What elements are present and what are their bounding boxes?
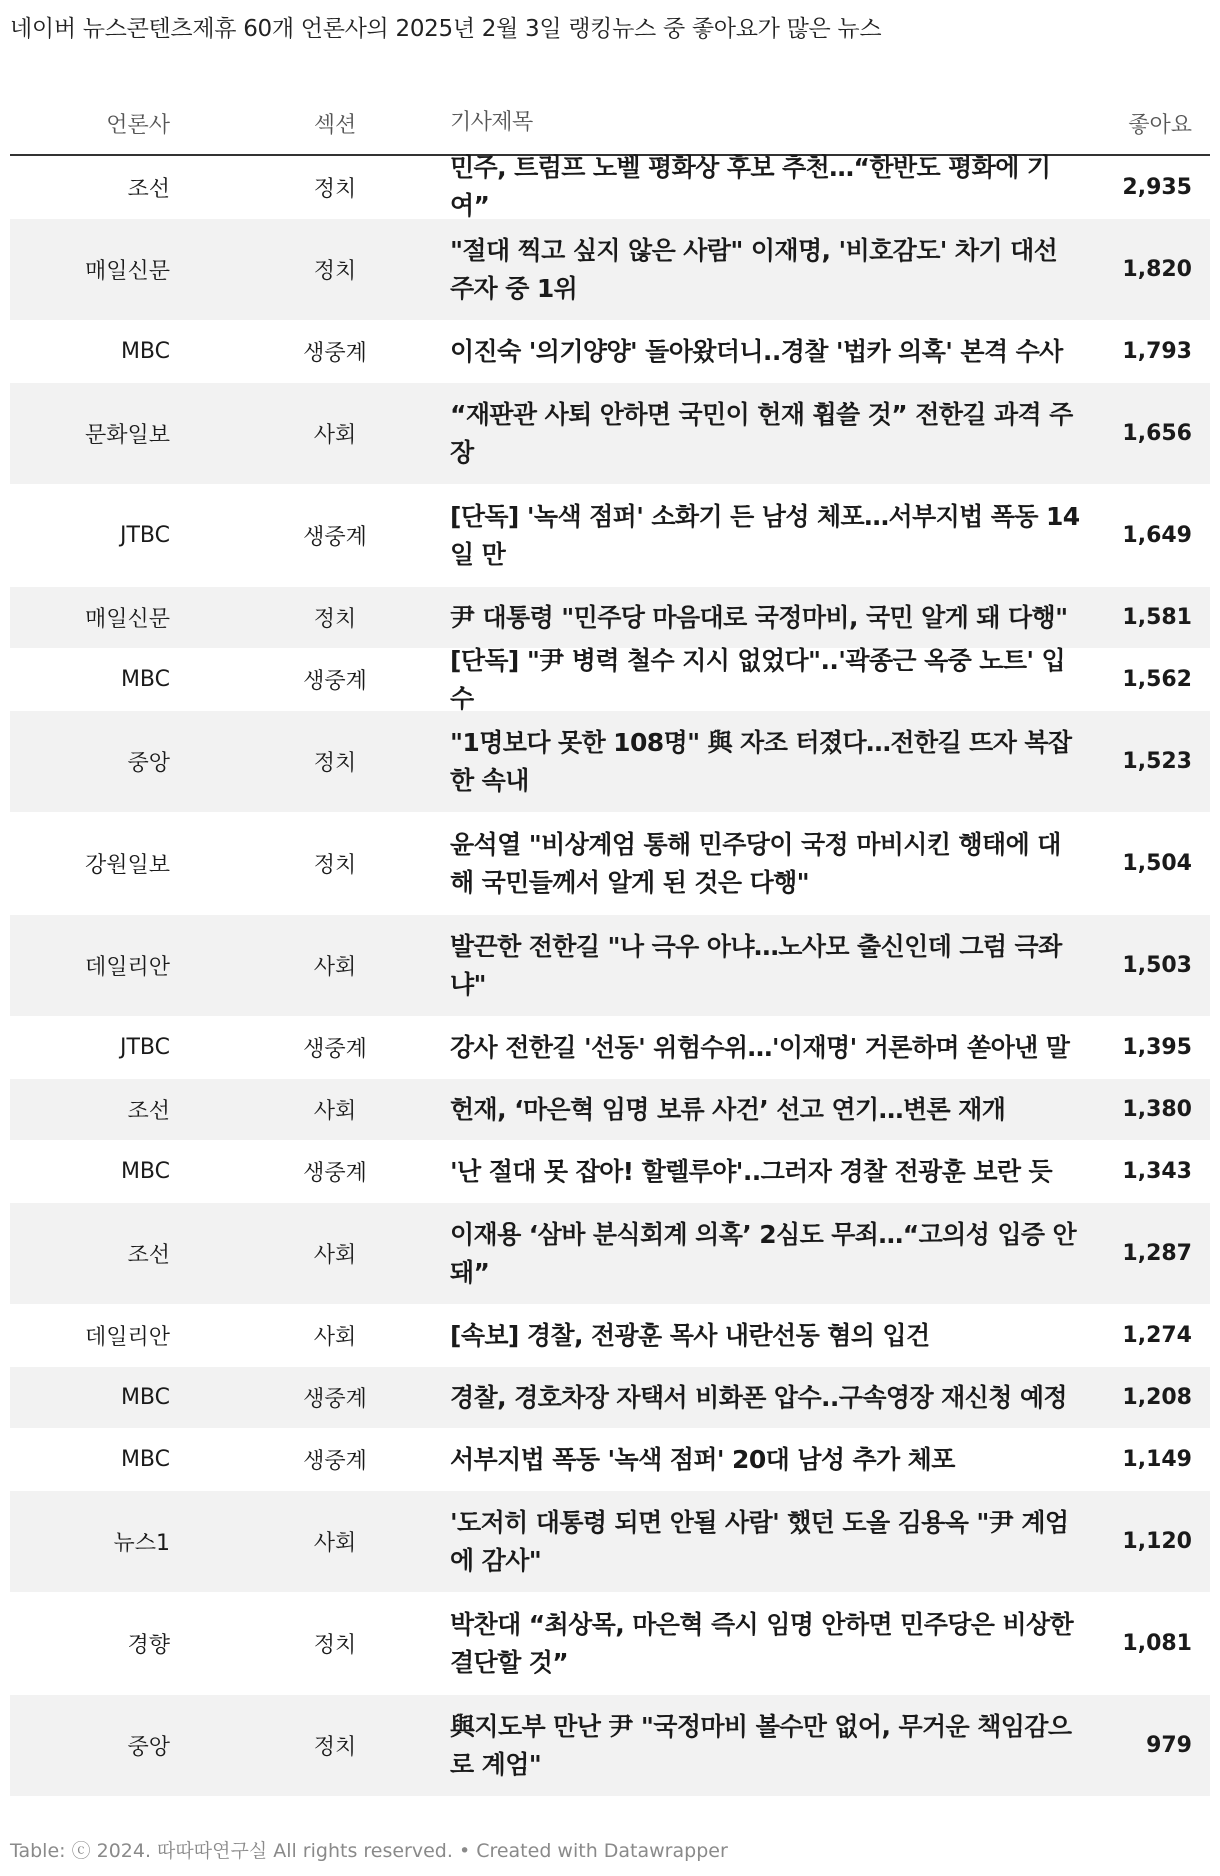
cell-press: 조선 [127, 1243, 170, 1268]
cell-section: 사회 [313, 1325, 357, 1350]
header-likes: 좋아요 [1128, 112, 1192, 138]
cell-press: 매일신문 [84, 607, 170, 632]
cell-section: 생중계 [303, 669, 367, 694]
cell-likes: 1,081 [1122, 1631, 1192, 1656]
cell-section: 정치 [313, 853, 357, 878]
table-row [10, 1304, 1210, 1366]
cell-likes: 2,935 [1122, 174, 1192, 200]
table-row [10, 1140, 1210, 1202]
cell-press: 데일리안 [84, 955, 170, 980]
cell-press: 경향 [127, 1633, 170, 1658]
cell-likes: 1,343 [1122, 1159, 1192, 1184]
table-row [10, 710, 1210, 812]
cell-likes: 1,395 [1122, 1035, 1192, 1060]
table-row [10, 1366, 1210, 1428]
cell-headline: '도저히 대통령 되면 안될 사람' 했던 도올 김용옥 "尹 계엄에 감사" [450, 1507, 1069, 1575]
cell-likes: 1,504 [1122, 851, 1192, 876]
table-row [10, 1016, 1210, 1078]
footer-credit: Table: ⓒ 2024. 따따따연구실 All rights reserved. • Created with Datawrapper [10, 1840, 728, 1862]
cell-section: 생중계 [303, 341, 367, 366]
table-header [10, 92, 1210, 156]
cell-press: MBC [120, 1447, 170, 1472]
cell-press: MBC [120, 667, 170, 692]
cell-likes: 1,149 [1122, 1447, 1192, 1472]
header-press: 언론사 [106, 112, 170, 138]
cell-likes: 979 [1146, 1733, 1192, 1758]
table-row [10, 1078, 1210, 1140]
cell-section: 정치 [313, 176, 357, 202]
table-row [10, 1694, 1210, 1796]
cell-likes: 1,562 [1122, 667, 1192, 692]
cell-press: 중앙 [127, 751, 170, 776]
table-row [10, 382, 1210, 484]
cell-section: 사회 [313, 423, 357, 448]
cell-section: 생중계 [303, 1387, 367, 1412]
cell-press: MBC [120, 1385, 170, 1410]
cell-headline: 경찰, 경호차장 자택서 비화폰 압수..구속영장 재신청 예정 [450, 1382, 1067, 1412]
cell-press: MBC [120, 339, 170, 364]
header-section: 섹션 [313, 112, 357, 138]
cell-section: 정치 [313, 607, 357, 632]
cell-press: 중앙 [127, 1735, 170, 1760]
cell-likes: 1,793 [1122, 339, 1192, 364]
table-row [10, 812, 1210, 914]
cell-press: 조선 [127, 176, 170, 202]
table-body [10, 153, 1210, 1796]
table-row [10, 484, 1210, 586]
cell-headline: [단독] '녹색 점퍼' 소화기 든 남성 체포…서부지법 폭동 14일 만 [450, 501, 1080, 569]
table-row [10, 1490, 1210, 1592]
cell-likes: 1,208 [1122, 1385, 1192, 1410]
cell-headline: “재판관 사퇴 안하면 국민이 헌재 휩쓸 것” 전한길 과격 주장 [450, 399, 1073, 467]
table-row [10, 1428, 1210, 1490]
cell-headline: 이진숙 '의기양양' 돌아왔더니..경찰 '법카 의혹' 본격 수사 [450, 336, 1063, 366]
cell-likes: 1,523 [1122, 749, 1192, 774]
cell-headline: [단독] "尹 병력 철수 지시 없었다"..'곽종근 옥중 노트' 입수 [450, 645, 1066, 713]
cell-likes: 1,287 [1122, 1241, 1192, 1266]
header-headline: 기사제목 [450, 110, 533, 135]
cell-press: 강원일보 [84, 853, 170, 878]
cell-likes: 1,581 [1122, 605, 1192, 630]
table-row [10, 645, 1210, 713]
cell-headline: 헌재, ‘마은혁 임명 보류 사건’ 선고 연기…변론 재개 [450, 1094, 1006, 1124]
cell-likes: 1,380 [1122, 1097, 1192, 1122]
cell-section: 사회 [313, 955, 357, 980]
cell-section: 사회 [313, 1531, 357, 1556]
cell-press: 뉴스1 [113, 1531, 170, 1556]
cell-headline: '난 절대 못 잡아! 할렐루야'..그러자 경찰 전광훈 보란 듯 [450, 1156, 1053, 1186]
cell-likes: 1,503 [1122, 953, 1192, 978]
cell-press: JTBC [120, 523, 170, 548]
cell-headline: 발끈한 전한길 "나 극우 아냐…노사모 출신인데 그럼 극좌냐" [450, 931, 1062, 999]
cell-section: 생중계 [303, 1449, 367, 1474]
table-row [10, 153, 1210, 220]
cell-section: 사회 [313, 1243, 357, 1268]
cell-likes: 1,120 [1122, 1529, 1192, 1554]
cell-headline: 尹 대통령 "민주당 마음대로 국정마비, 국민 알게 돼 다행" [450, 602, 1068, 632]
cell-headline: 박찬대 “최상목, 마은혁 즉시 임명 안하면 민주당은 비상한 결단할 것” [450, 1609, 1074, 1677]
table-row [10, 1592, 1210, 1694]
cell-section: 생중계 [303, 525, 367, 550]
cell-headline: 민주, 트럼프 노벨 평화상 후보 추천…“한반도 평화에 기여” [450, 153, 1051, 220]
cell-section: 정치 [313, 259, 357, 284]
news-table [10, 92, 1210, 1796]
cell-likes: 1,274 [1122, 1323, 1192, 1348]
cell-likes: 1,649 [1122, 523, 1192, 548]
table-title: 네이버 뉴스콘텐츠제휴 60개 언론사의 2025년 2월 3일 랭킹뉴스 중 좋아요가 많은 뉴스 [10, 16, 882, 42]
table-row [10, 914, 1210, 1016]
cell-headline: [속보] 경찰, 전광훈 목사 내란선동 혐의 입건 [450, 1320, 930, 1350]
cell-press: 문화일보 [84, 423, 170, 448]
cell-likes: 1,820 [1122, 257, 1192, 282]
cell-section: 생중계 [303, 1037, 367, 1062]
cell-section: 정치 [313, 1735, 357, 1760]
cell-headline: 서부지법 폭동 '녹색 점퍼' 20대 남성 추가 체포 [450, 1444, 955, 1474]
cell-section: 정치 [313, 1633, 357, 1658]
cell-headline: 이재용 ‘삼바 분식회계 의혹’ 2심도 무죄…“고의성 입증 안 돼” [450, 1219, 1077, 1287]
cell-section: 생중계 [303, 1161, 367, 1186]
cell-likes: 1,656 [1122, 421, 1192, 446]
table-row [10, 586, 1210, 648]
table-row [10, 218, 1210, 320]
cell-section: 정치 [313, 751, 357, 776]
table-row [10, 320, 1210, 382]
cell-headline: "절대 찍고 싶지 않은 사람" 이재명, '비호감도' 차기 대선주자 중 1위 [450, 235, 1058, 303]
cell-press: JTBC [120, 1035, 170, 1060]
cell-press: 매일신문 [84, 259, 170, 284]
cell-press: 조선 [127, 1099, 170, 1124]
table-row [10, 1202, 1210, 1304]
cell-press: 데일리안 [84, 1325, 170, 1350]
cell-headline: 강사 전한길 '선동' 위험수위…'이재명' 거론하며 쏟아낸 말 [450, 1032, 1070, 1062]
cell-headline: "1명보다 못한 108명" 與 자조 터졌다…전한길 뜨자 복잡한 속내 [450, 727, 1072, 795]
cell-section: 사회 [313, 1099, 357, 1124]
cell-press: MBC [120, 1159, 170, 1184]
cell-headline: 윤석열 "비상계엄 통해 민주당이 국정 마비시킨 행태에 대해 국민들께서 알게 된 것은 다행" [450, 829, 1061, 897]
cell-headline: 與지도부 만난 尹 "국정마비 볼수만 없어, 무거운 책임감으로 계엄" [450, 1711, 1072, 1779]
